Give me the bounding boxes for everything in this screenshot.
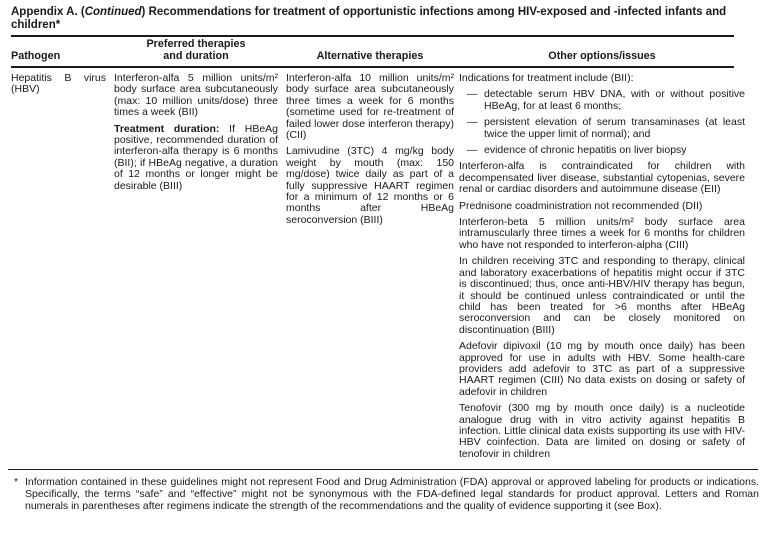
paragraph-contraindication: Interferon-alfa is contraindicated for children with decompensated liver disease, substantial cytopenias, severe renal or cardiac disorders and autoimmune disease (EII) — [459, 160, 745, 196]
cell-preferred-therapies — [114, 73, 286, 465]
page-title — [11, 6, 759, 32]
cell-pathogen — [11, 73, 114, 465]
paragraph-lamivudine: Lamivudine (3TC) 4 mg/kg body weight by mouth (max: 150 mg/dose) twice daily as part of a fully suppressive HAART regimen for a minimum of 12 months or 6 months after HBeAg seroconversion (BIII) — [286, 145, 454, 226]
title-prefix: Appendix A. ( — [11, 6, 85, 18]
list-item-text: evidence of chronic hepatitis on liver biopsy — [484, 144, 687, 157]
title-suffix: ) Recommendations for treatment of opportunistic infections among HIV-exposed and -infected infants and children* — [11, 6, 727, 31]
col-header-preferred-therapies — [114, 38, 286, 66]
col-header-pathogen: Pathogen — [11, 50, 61, 62]
paragraph-adefovir: Adefovir dipivoxil (10 mg by mouth once daily) has been approved for use in adults with HBV. Some health-care providers add adefovir to 3TC as part of a suppressive HAART regimen (CIII) No data exists on dosing or safety of adefovir in children — [459, 340, 745, 398]
cell-alternative-therapies — [286, 73, 459, 465]
paragraph-interferon-alfa-10: Interferon-alfa 10 million units/m² body surface area subcutaneously three times a week for 6 months (sometime used for re-treatment of failed lower dose interferon therapy) (CII) — [286, 72, 454, 142]
list-item-text: detectable serum HBV DNA, with or without positive HBeAg, for at least 6 months; — [484, 88, 745, 112]
paragraph-interferon-alfa-dose: Interferon-alfa 5 million units/m² body surface area subcutaneously (max: 10 million units/dose) three times a week (BII) — [114, 72, 278, 119]
pathogen-name: Hepatitis B virus (HBV) — [11, 72, 106, 96]
list-item-transaminases — [459, 117, 745, 140]
paragraph-interferon-beta: Interferon-beta 5 million units/m² body surface area intramuscularly three times a week for 6 months for children who have not responded to interferon-alpha (CIII) — [459, 216, 745, 251]
paragraph-prednisone: Prednisone coadministration not recommended (DII) — [459, 199, 703, 212]
title-continued: Continued — [84, 6, 142, 18]
paragraph-indications: Indications for treatment include (BII): — [459, 72, 634, 84]
treatment-duration-text: If HBeAg positive, recommended duration of interferon-alfa therapy is 6 months (BII); if HBeAg negative, a duration of 12 months or longer might be desirable (BIII) — [114, 122, 279, 192]
paragraph-3tc-discontinuation: In children receiving 3TC and responding to therapy, clinical and laboratory exacerbations of hepatitis might occur if 3TC is discontinued; thus, once anti-HBV/HIV therapy has begun, it should be continued unless contraindicated or until the child has been treated for >6 months after HBeAg seroconversion and can be closely monitored on discontinuation (BIII) — [459, 255, 745, 336]
paragraph-tenofovir: Tenofovir (300 mg by mouth once daily) is a nucleotide analogue drug with in vitro activity against hepatitis B infection. Little clinical data exists supporting its use with HIV-HBV coinfection. Data are limited on dosing or safety of tenofovir in children — [459, 402, 745, 460]
list-item-hbv-dna — [459, 89, 745, 112]
footnote-text: Information contained in these guidelines might not represent Food and Drug Administration (FDA) approval or approved labeling for products or indications. Specifically, the terms “safe” and “effective” might not be synonymous with the FDA-defined legal standards for product approval. Letters and Roman numerals in parentheses after regimens indicate the strength of the recommendations and the quality of evidence supporting it (see Box). — [25, 476, 759, 513]
document-page — [11, 6, 759, 512]
dash-marker: — — [467, 116, 478, 129]
cell-other-options — [459, 73, 746, 465]
table-row — [11, 68, 746, 469]
paragraph-treatment-duration — [114, 124, 278, 192]
footnote-marker: * — [14, 476, 19, 489]
col-header-other-options: Other options/issues — [548, 50, 656, 62]
list-item-liver-biopsy — [459, 145, 745, 156]
divider-bottom — [8, 469, 758, 470]
dash-marker: — — [467, 144, 478, 157]
list-item-text: persistent elevation of serum transaminases (at least twice the upper limit of normal); and — [484, 116, 745, 140]
dash-marker: — — [467, 88, 478, 101]
footnote — [11, 476, 759, 512]
col-header-alternative-therapies: Alternative therapies — [316, 50, 424, 62]
col-header-preferred-therapies-label: Preferred therapies and duration — [146, 38, 246, 62]
table-header-row — [11, 37, 746, 66]
treatment-duration-label: Treatment duration: — [114, 122, 220, 135]
